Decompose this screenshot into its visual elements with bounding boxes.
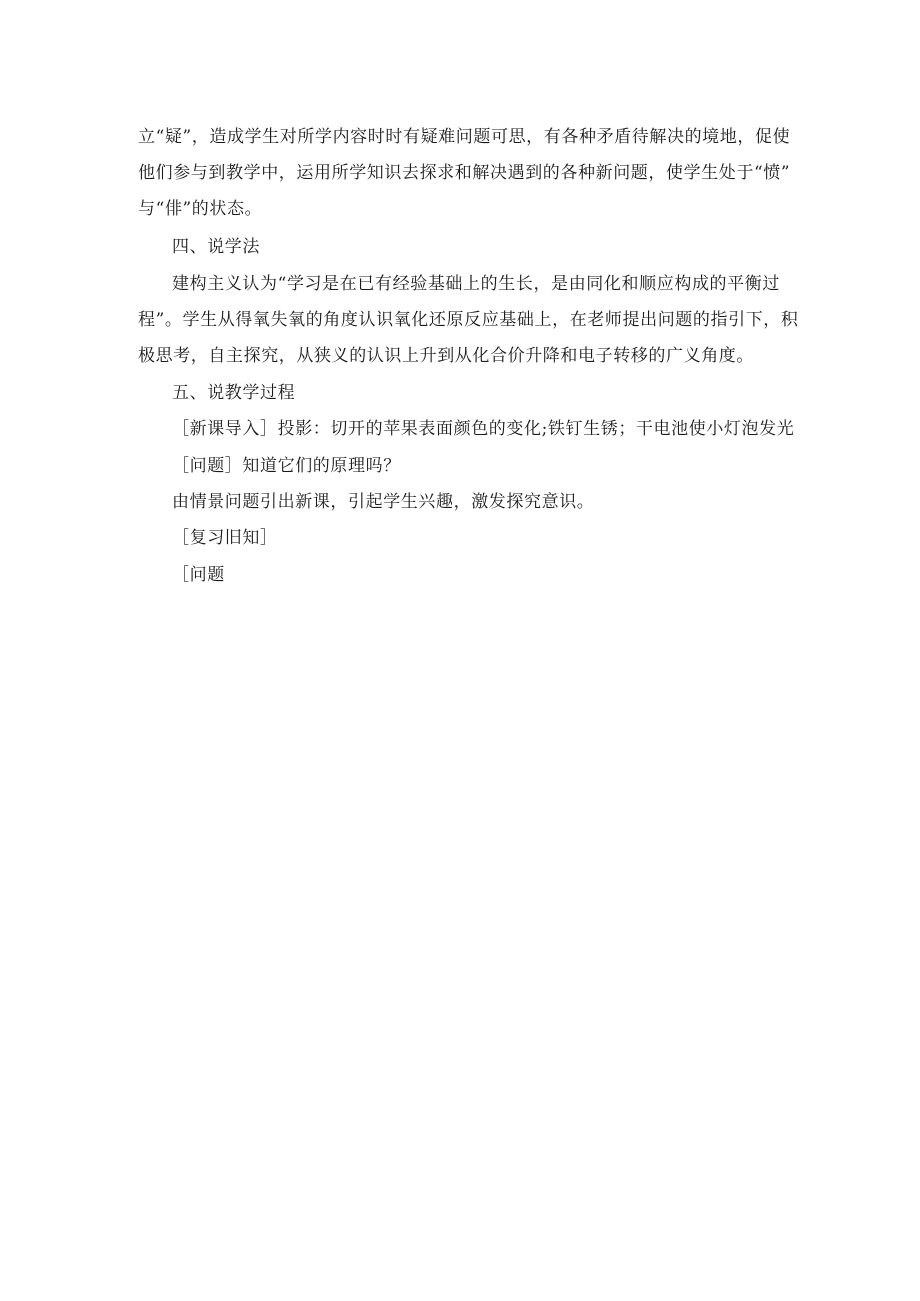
paragraph-2-line-3: 极思考，自主探究，从狭义的认识上升到从化合价升降和电子转移的广义角度。 — [138, 346, 754, 366]
question-1: ［问题］知道它们的原理吗？ — [172, 456, 401, 476]
section-heading-study-method: 四、说学法 — [172, 237, 260, 257]
lead-in-text: 由情景问题引出新课，引起学生兴趣，激发探究意识。 — [172, 492, 595, 512]
paragraph-1-line-1: 立“疑”，造成学生对所学内容时时有疑难问题可思，有各种矛盾待解决的境地，促使 — [138, 127, 791, 147]
review-old-knowledge: ［复习旧知］ — [172, 528, 278, 548]
paragraph-1-line-3: 与“俳”的状态。 — [138, 199, 263, 219]
question-2: ［问题 — [172, 565, 225, 585]
paragraph-1-line-2: 他们参与到教学中，运用所学知识去探求和解决遇到的各种新问题，使学生处于“愤” — [138, 163, 791, 183]
paragraph-2-line-2: 程”。学生从得氧失氧的角度认识氧化还原反应基础上，在老师提出问题的指引下，积 — [138, 310, 799, 330]
section-heading-teaching-process: 五、说教学过程 — [172, 383, 296, 403]
paragraph-2-line-1: 建构主义认为“学习是在已有经验基础上的生长，是由同化和顺应构成的平衡过 — [172, 274, 780, 294]
new-lesson-intro: ［新课导入］投影：切开的苹果表面颜色的变化;铁钉生锈；干电池使小灯泡发光 — [172, 419, 795, 439]
